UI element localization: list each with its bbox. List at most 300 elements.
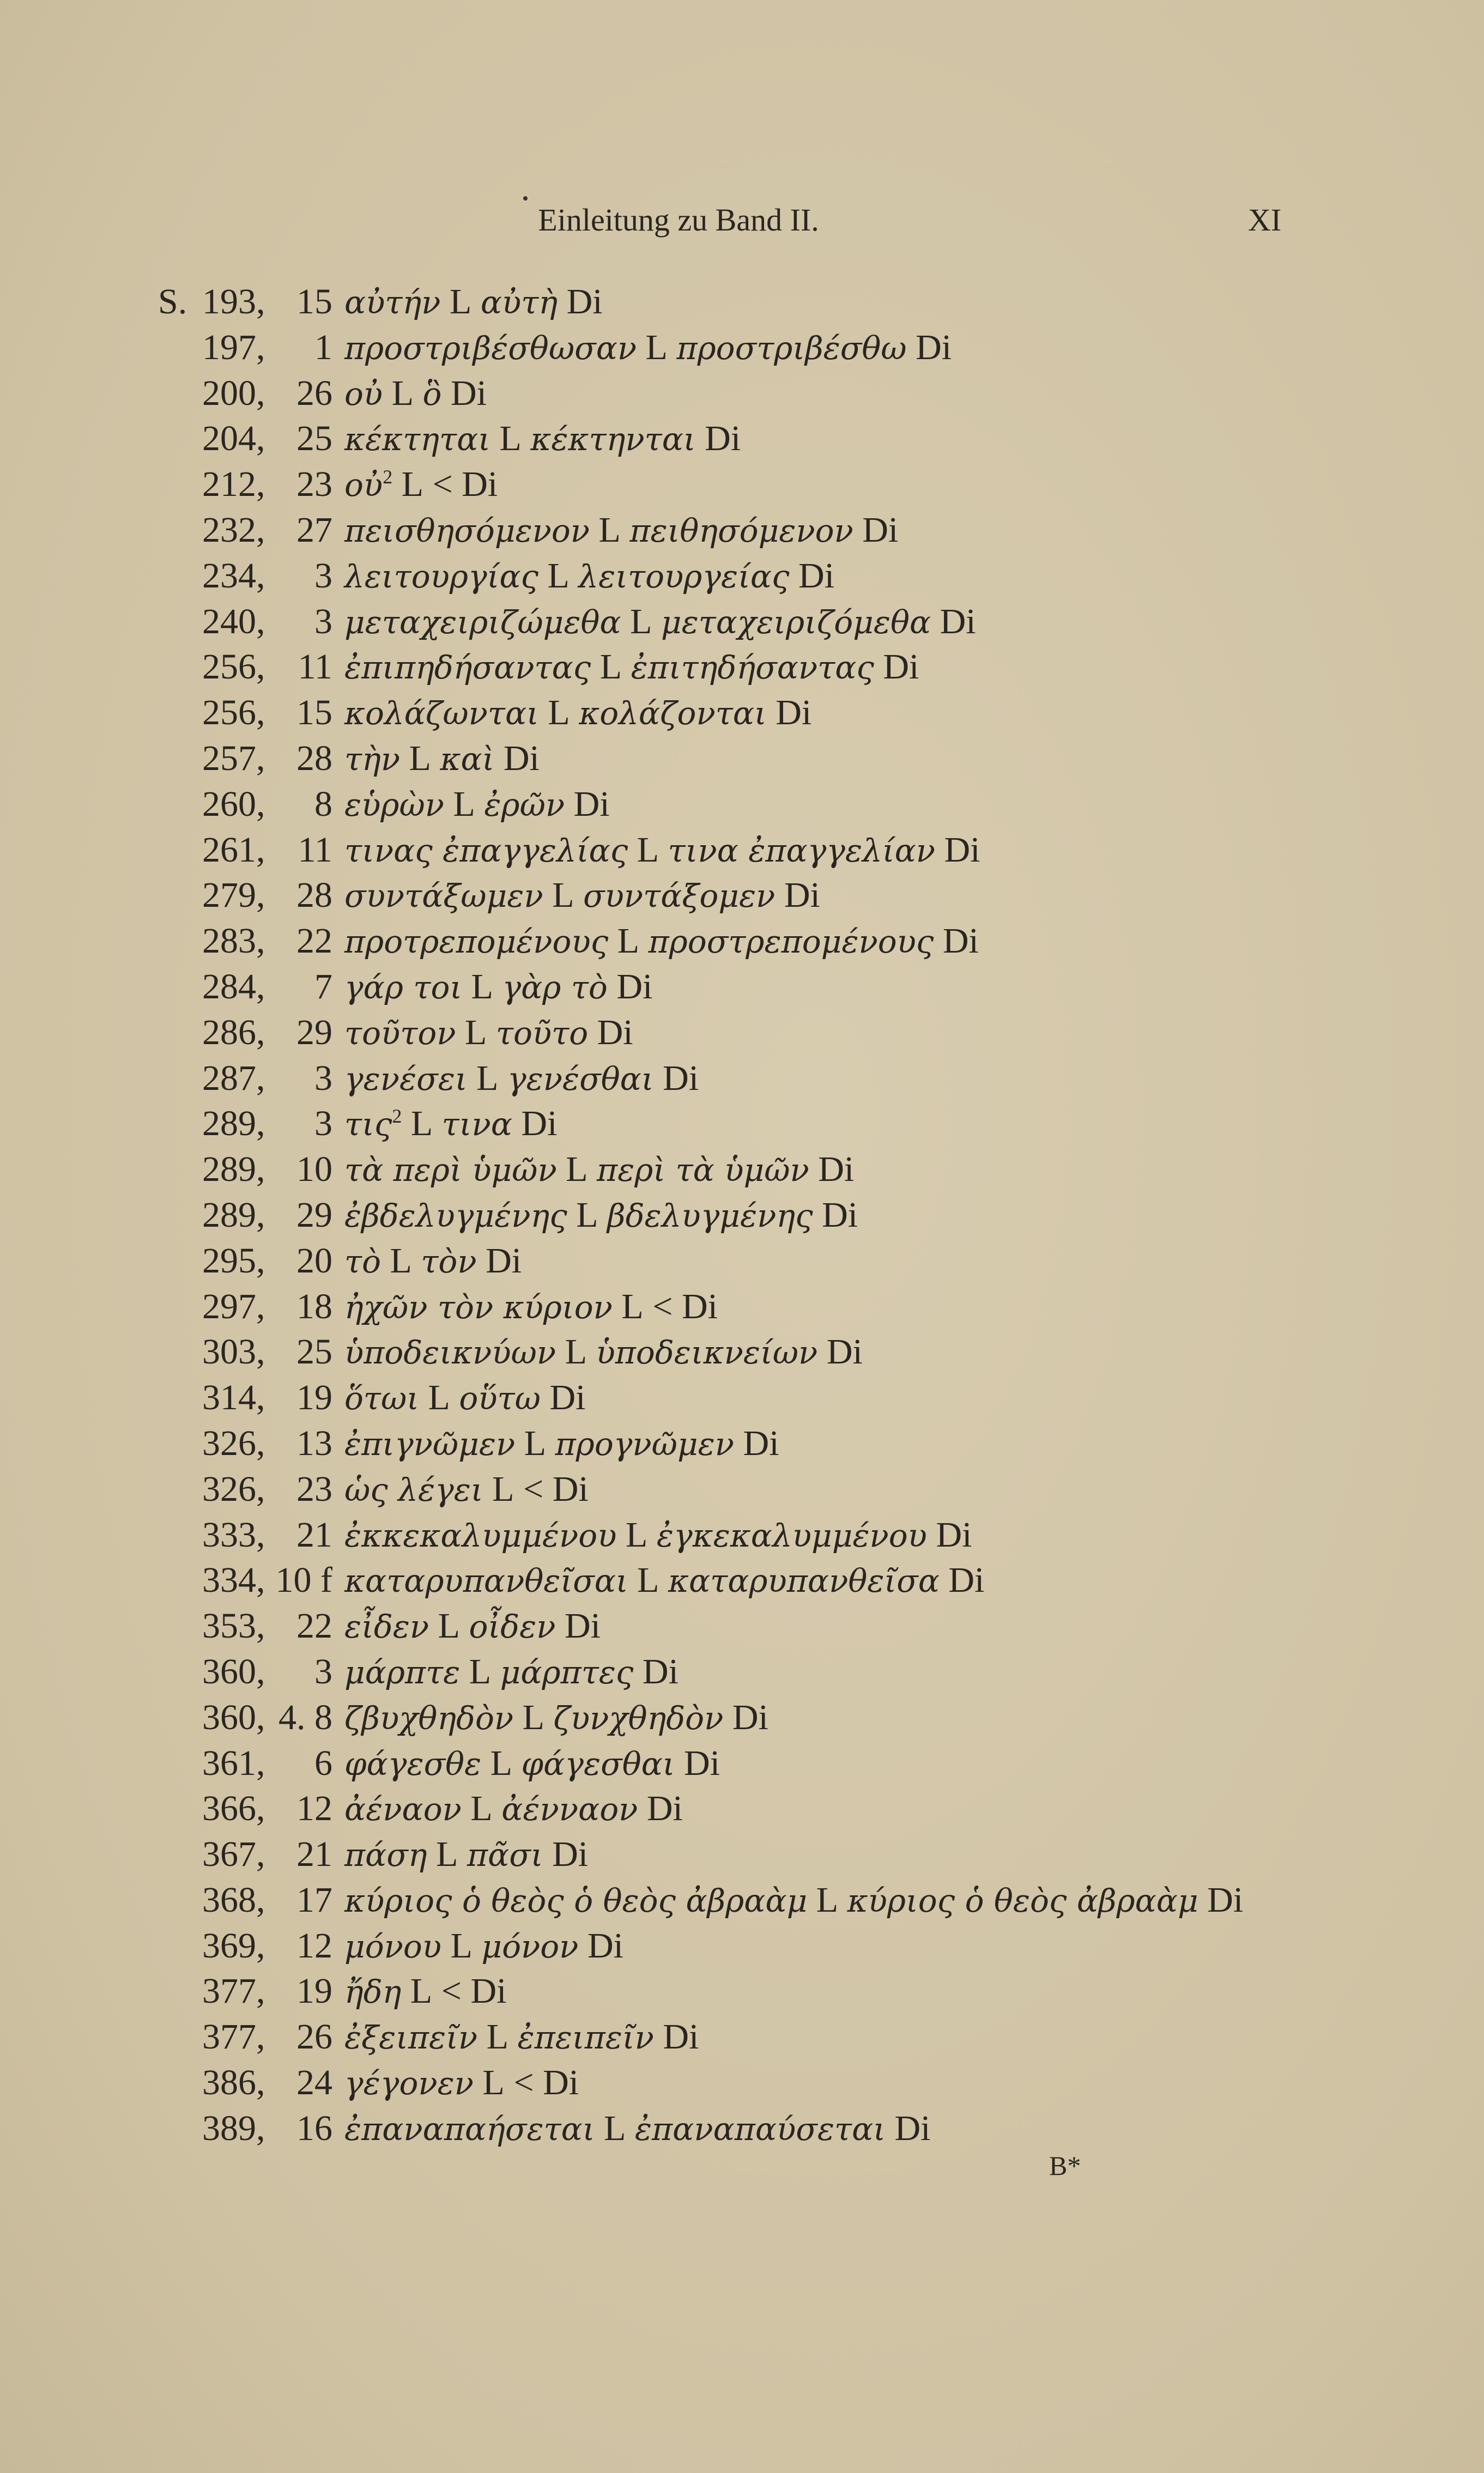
reading <box>344 1923 623 1970</box>
errata-entry <box>158 1375 1412 1421</box>
errata-entry <box>158 1010 1412 1056</box>
siglum-L: L <box>409 738 431 778</box>
siglum-Di: Di <box>663 1058 699 1098</box>
comma: , <box>256 1469 265 1509</box>
siglum-L: L <box>604 2108 626 2148</box>
siglum-L: L <box>470 1789 493 1829</box>
page-ref: 289 <box>202 1195 256 1235</box>
errata-entry <box>158 827 1412 873</box>
variant: φάγεσθαι <box>521 1745 675 1783</box>
comma: , <box>256 555 265 596</box>
siglum-L: L <box>499 419 522 459</box>
variant: κύριος ὁ θεὸς ἀβραὰμ <box>847 1882 1198 1919</box>
lemma: οὐ <box>344 466 383 504</box>
variant: αὐτὴ <box>480 284 558 321</box>
page-ref: 377 <box>202 1971 256 2011</box>
comma: , <box>256 1378 265 1418</box>
line-ref: 24 <box>296 2063 332 2103</box>
variant: καὶ <box>440 740 495 778</box>
comma: , <box>256 1332 265 1372</box>
errata-entry <box>158 1649 1412 1695</box>
siglum-Di: Di <box>486 1240 522 1281</box>
line-ref: 3 <box>314 1104 332 1144</box>
lemma-superscript: 2 <box>392 1105 402 1128</box>
line-ref: 7 <box>314 966 332 1007</box>
comma: , <box>256 510 265 550</box>
line-ref: 23 <box>296 464 332 505</box>
lemma: τὰ περὶ ὑμῶν <box>344 1151 557 1189</box>
comma: , <box>256 1423 265 1463</box>
reading <box>344 1557 984 1604</box>
siglum-Di: Di <box>552 1834 589 1875</box>
siglum-Di: Di <box>944 829 980 870</box>
siglum-L: L <box>637 829 659 870</box>
lemma: ὑποδεικνύων <box>344 1334 556 1372</box>
siglum-L: L <box>391 373 414 413</box>
line-ref: 28 <box>296 875 332 916</box>
reading <box>344 781 610 828</box>
line-ref: 21 <box>296 1834 332 1875</box>
siglum-L: L <box>524 1423 547 1463</box>
siglum-L: L <box>645 327 668 367</box>
variant: < <box>652 1286 673 1326</box>
siglum-L: L <box>576 1195 598 1235</box>
siglum-Di: Di <box>503 738 540 778</box>
errata-entry <box>158 1877 1412 1923</box>
siglum-L: L <box>626 1514 648 1555</box>
comma: , <box>256 1697 265 1737</box>
lemma: μεταχειριζώμεθα <box>344 603 621 641</box>
variant: προγνῶμεν <box>555 1425 735 1463</box>
siglum-L: L <box>469 1651 492 1692</box>
errata-entry <box>158 1832 1412 1877</box>
siglum-L: L <box>816 1880 839 1920</box>
errata-entry <box>158 736 1412 781</box>
line-ref: 8 <box>314 784 332 824</box>
page-ref: 284 <box>202 966 256 1007</box>
reading <box>344 1512 972 1559</box>
running-header: Einleitung zu Band II. <box>538 202 819 238</box>
siglum-Di: Di <box>798 555 835 596</box>
lemma-superscript: 2 <box>383 466 393 488</box>
siglum-L: L <box>453 784 475 824</box>
siglum-L: L <box>476 1058 499 1098</box>
reading <box>344 1147 854 1193</box>
errata-entry <box>158 599 1412 645</box>
siglum-L: L <box>522 1697 544 1737</box>
siglum-L: L <box>637 1560 659 1601</box>
page-ref: 386 <box>202 2063 256 2103</box>
comma: , <box>256 738 265 778</box>
reading <box>344 279 603 326</box>
comma: , <box>256 829 265 870</box>
variant: κέκτηνται <box>530 421 696 458</box>
comma: , <box>256 1789 265 1829</box>
page-ref: 377 <box>202 2017 256 2057</box>
variant: ἐγκεκαλυμμένου <box>656 1517 927 1554</box>
siglum-Di: Di <box>784 875 820 916</box>
page-ref: 297 <box>202 1286 256 1326</box>
reading <box>344 964 652 1011</box>
lemma: λειτουργίας <box>344 557 539 595</box>
comma: , <box>256 1012 265 1052</box>
comma: , <box>256 921 265 961</box>
errata-entry <box>158 416 1412 462</box>
siglum-L: L <box>450 282 472 322</box>
reading <box>344 1466 589 1513</box>
page-ref: 367 <box>202 1834 256 1875</box>
variant: ἐρῶν <box>484 786 565 823</box>
variant: καταρυπανθεῖσα <box>668 1562 940 1600</box>
variant: τὸν <box>421 1242 477 1280</box>
errata-entry <box>158 1466 1412 1512</box>
comma: , <box>256 1606 265 1646</box>
comma: , <box>256 1925 265 1966</box>
siglum-Di: Di <box>862 510 899 550</box>
errata-entry <box>158 1603 1412 1649</box>
line-ref: 25 <box>296 419 332 459</box>
lemma: φάγεσθε <box>344 1745 482 1783</box>
reading <box>344 1741 720 1787</box>
lemma: τινας ἐπαγγελίας <box>344 832 628 869</box>
siglum-L: L <box>471 966 493 1007</box>
reading <box>344 2060 579 2107</box>
line-ref: 3 <box>314 555 332 596</box>
lemma: συντάξωμεν <box>344 877 543 915</box>
siglum-Di: Di <box>705 419 741 459</box>
variant: ἐπειπεῖν <box>517 2019 654 2057</box>
siglum-Di: Di <box>646 1789 683 1829</box>
errata-entry <box>158 279 1412 325</box>
comma: , <box>256 1149 265 1190</box>
lemma: κύριος ὁ θεὸς ὁ θεὸς ἀβραὰμ <box>344 1882 808 1919</box>
signature-mark: B* <box>1049 2150 1081 2181</box>
lemma: καταρυπανθεῖσαι <box>344 1562 628 1600</box>
siglum-L: L <box>482 2063 505 2103</box>
lemma: ἐπαναπαήσεται <box>344 2110 595 2148</box>
lemma: γέγονεν <box>344 2065 474 2102</box>
page-ref: 289 <box>202 1149 256 1190</box>
siglum-L: L <box>450 1925 473 1966</box>
reading <box>344 690 811 737</box>
siglum-Di: Di <box>936 1514 972 1555</box>
siglum-Di: Di <box>681 1286 718 1326</box>
siglum-Di: Di <box>462 464 498 505</box>
comma: , <box>256 875 265 916</box>
variant: ἐπαναπαύσεται <box>634 2110 886 2148</box>
page-ref: 333 <box>202 1514 256 1555</box>
page-ref: 389 <box>202 2108 256 2148</box>
comma: , <box>256 282 265 322</box>
line-ref: 3 <box>314 1651 332 1692</box>
siglum-Di: Di <box>684 1743 720 1783</box>
comma: , <box>256 966 265 1007</box>
line-ref: 15 <box>296 693 332 733</box>
page-ref: 197 <box>202 327 256 367</box>
errata-entry <box>158 1421 1412 1466</box>
lemma: οὐ <box>344 375 383 413</box>
line-ref: 22 <box>296 1606 332 1646</box>
line-ref: 15 <box>296 282 332 322</box>
comma: , <box>256 784 265 824</box>
page-ref: 326 <box>202 1423 256 1463</box>
line-ref: 18 <box>296 1286 332 1326</box>
reading <box>344 507 898 554</box>
comma: , <box>256 419 265 459</box>
errata-entry <box>158 2060 1412 2106</box>
line-ref: 6 <box>314 1743 332 1783</box>
page-ref: 256 <box>202 647 256 687</box>
siglum-L: L <box>465 1012 487 1052</box>
errata-entry <box>158 918 1412 964</box>
reading <box>344 1695 768 1742</box>
errata-entry <box>158 462 1412 507</box>
errata-entry <box>158 1695 1412 1741</box>
siglum-L: L <box>621 1286 644 1326</box>
errata-entry <box>158 1968 1412 2014</box>
variant: < <box>441 1971 462 2011</box>
lemma: ἐκκεκαλυμμένου <box>344 1517 617 1554</box>
page-ref: 234 <box>202 555 256 596</box>
siglum-Di: Di <box>470 1971 507 2011</box>
comma: , <box>256 1058 265 1098</box>
lemma: ὡς λέγει <box>344 1471 483 1508</box>
variant: συντάξομεν <box>583 877 776 915</box>
reading <box>344 1056 699 1102</box>
variant: βδελυγμένης <box>607 1197 813 1234</box>
lemma: ἐπιγνῶμεν <box>344 1425 516 1463</box>
reading <box>344 1010 633 1057</box>
page-ref: 193 <box>202 282 256 322</box>
variant: μόνον <box>481 1928 579 1965</box>
siglum-L: L <box>492 1469 514 1509</box>
lemma: ἀέναον <box>344 1791 462 1828</box>
errata-entry <box>158 1741 1412 1786</box>
line-ref: 3 <box>314 601 332 641</box>
lemma: ὅτωι <box>344 1380 420 1417</box>
siglum-Di: Di <box>566 282 603 322</box>
page-ref: 361 <box>202 1743 256 1783</box>
page-ref: 360 <box>202 1697 256 1737</box>
page-ref: 261 <box>202 829 256 870</box>
errata-entry <box>158 644 1412 690</box>
variant: < <box>523 1469 544 1509</box>
line-ref: 19 <box>296 1378 332 1418</box>
variant: γὰρ τὸ <box>502 968 608 1006</box>
variant: < <box>513 2063 534 2103</box>
variant: γενέσθαι <box>507 1060 654 1098</box>
errata-entry <box>158 1147 1412 1192</box>
reading <box>344 1375 585 1422</box>
reading <box>344 918 979 965</box>
variant: μάρπτες <box>500 1653 634 1691</box>
lemma: τοῦτον <box>344 1014 456 1052</box>
variant: < <box>432 464 453 505</box>
errata-entry <box>158 325 1412 371</box>
errata-entry <box>158 553 1412 599</box>
errata-entry <box>158 781 1412 827</box>
line-ref: 11 <box>298 829 332 870</box>
page-ref: 326 <box>202 1469 256 1509</box>
page-prefix: S. <box>158 282 187 322</box>
line-ref: 27 <box>296 510 332 550</box>
variant: προστρεπομένους <box>648 923 934 961</box>
errata-entry <box>158 872 1412 918</box>
page-ref: 200 <box>202 373 256 413</box>
lemma: ἠχῶν τὸν κύριον <box>344 1288 613 1326</box>
reading <box>344 1101 557 1148</box>
errata-entry <box>158 2106 1412 2151</box>
page-ref: 286 <box>202 1012 256 1052</box>
variant: οὕτω <box>459 1380 541 1417</box>
errata-entry <box>158 1786 1412 1832</box>
siglum-L: L <box>617 921 640 961</box>
reading <box>344 371 487 417</box>
page-ref: 212 <box>202 464 256 505</box>
siglum-Di: Di <box>826 1332 863 1372</box>
siglum-Di: Di <box>549 1378 586 1418</box>
lemma: γενέσει <box>344 1060 468 1098</box>
siglum-L: L <box>630 601 652 641</box>
variant: ἀένναον <box>501 1791 638 1828</box>
comma: , <box>256 373 265 413</box>
errata-entry <box>158 1101 1412 1147</box>
siglum-L: L <box>548 693 570 733</box>
variant: τοῦτο <box>495 1014 589 1052</box>
siglum-L: L <box>598 510 621 550</box>
variant: προστριβέσθω <box>676 329 907 367</box>
siglum-Di: Di <box>940 601 976 641</box>
comma: , <box>256 1560 265 1601</box>
errata-entry <box>158 1512 1412 1558</box>
lemma: μάρπτε <box>344 1653 461 1691</box>
reading <box>344 1238 522 1285</box>
line-ref: 3 <box>314 1058 332 1098</box>
siglum-L: L <box>410 1104 433 1144</box>
reading <box>344 736 540 783</box>
variant: μεταχειριζόμεθα <box>661 603 931 641</box>
siglum-Di: Di <box>597 1012 633 1052</box>
line-ref: 11 <box>298 647 332 687</box>
line-ref: 25 <box>296 1332 332 1372</box>
reading <box>344 1421 779 1468</box>
lemma: αὐτήν <box>344 284 441 321</box>
comma: , <box>256 1880 265 1920</box>
lemma: κέκτηται <box>344 421 491 458</box>
variant: οἶδεν <box>469 1608 556 1646</box>
variant: πᾶσι <box>467 1836 543 1874</box>
siglum-Di: Di <box>1207 1880 1244 1920</box>
reading <box>344 1786 683 1833</box>
comma: , <box>256 1971 265 2011</box>
siglum-L: L <box>566 1149 588 1190</box>
siglum-L: L <box>486 2017 509 2057</box>
lemma: προστριβέσθωσαν <box>344 329 637 367</box>
siglum-L: L <box>552 875 574 916</box>
variant: ἐπιτηδήσαντας <box>631 649 874 687</box>
page-ref: 232 <box>202 510 256 550</box>
line-ref: 12 <box>296 1925 332 1966</box>
siglum-Di: Di <box>587 1925 623 1966</box>
siglum-Di: Di <box>916 327 952 367</box>
siglum-Di: Di <box>564 1606 601 1646</box>
lemma: εὑρὼν <box>344 786 445 823</box>
siglum-Di: Di <box>776 693 812 733</box>
lemma: μόνου <box>344 1928 442 1965</box>
page-ref: 366 <box>202 1789 256 1829</box>
siglum-Di: Di <box>552 1469 589 1509</box>
comma: , <box>256 2063 265 2103</box>
page-ref: 303 <box>202 1332 256 1372</box>
comma: , <box>256 1743 265 1783</box>
comma: , <box>256 327 265 367</box>
siglum-Di: Di <box>450 373 487 413</box>
page-ref: 287 <box>202 1058 256 1098</box>
siglum-L: L <box>410 1971 433 2011</box>
line-ref: 23 <box>296 1469 332 1509</box>
reading <box>344 462 498 508</box>
variant: τινα ἐπαγγελίαν <box>668 832 935 869</box>
reading <box>344 1968 506 2015</box>
reading <box>344 1192 858 1239</box>
reading <box>344 1284 718 1331</box>
comma: , <box>256 1104 265 1144</box>
siglum-Di: Di <box>948 1560 985 1601</box>
page-ref: 240 <box>202 601 256 641</box>
lemma: πάση <box>344 1836 427 1874</box>
siglum-Di: Di <box>663 2017 699 2057</box>
comma: , <box>256 1514 265 1555</box>
reading <box>344 2014 699 2061</box>
reading <box>344 1649 679 1696</box>
siglum-Di: Di <box>732 1697 768 1737</box>
page-ref: 353 <box>202 1606 256 1646</box>
page-number: XI <box>1248 202 1282 238</box>
line-ref: 29 <box>296 1195 332 1235</box>
errata-list <box>158 279 1412 2151</box>
variant: ὑποδεικνείων <box>596 1334 818 1372</box>
variant: ζυνχθηδὸν <box>553 1699 724 1737</box>
line-ref: 16 <box>296 2108 332 2148</box>
page-ref: 289 <box>202 1104 256 1144</box>
reading <box>344 872 820 919</box>
siglum-Di: Di <box>822 1195 858 1235</box>
siglum-L: L <box>401 464 424 505</box>
comma: , <box>256 601 265 641</box>
line-ref: 10 <box>296 1149 332 1190</box>
page-ref: 256 <box>202 693 256 733</box>
page-ref: 279 <box>202 875 256 916</box>
lemma: ἐξειπεῖν <box>344 2019 478 2057</box>
reading <box>344 644 919 691</box>
page-ref: 283 <box>202 921 256 961</box>
errata-entry <box>158 1192 1412 1238</box>
errata-entry <box>158 507 1412 553</box>
variant: πειθησόμενον <box>629 512 853 549</box>
lemma: ἤδη <box>344 1973 402 2011</box>
ink-speck <box>523 196 528 201</box>
reading <box>344 1832 588 1878</box>
line-ref: 4. 8 <box>278 1697 332 1737</box>
errata-entry <box>158 1056 1412 1101</box>
comma: , <box>256 693 265 733</box>
lemma: τις <box>344 1106 392 1143</box>
comma: , <box>256 1240 265 1281</box>
errata-entry <box>158 371 1412 416</box>
page-ref: 334 <box>202 1560 256 1601</box>
variant: ὃ <box>422 375 442 413</box>
comma: , <box>256 1286 265 1326</box>
